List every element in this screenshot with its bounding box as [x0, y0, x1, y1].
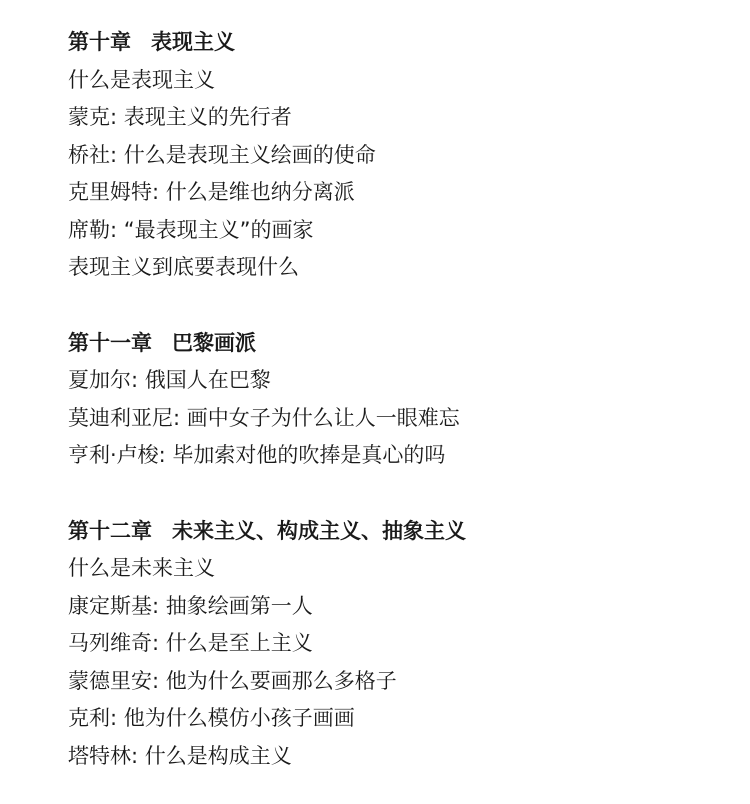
chapter-10	[68, 24, 730, 287]
chapter-heading	[68, 325, 730, 363]
section-item: 夏加尔: 俄国人在巴黎	[68, 368, 271, 392]
section-item: 席勒: “最表现主义”的画家	[68, 217, 314, 242]
chapter-number: 第十一章	[68, 330, 152, 355]
section-item: 什么是未来主义	[68, 556, 215, 580]
section-list	[68, 62, 730, 287]
section-list	[68, 362, 730, 475]
chapter-heading	[68, 513, 730, 551]
table-of-contents	[68, 24, 730, 775]
chapter-number: 第十章	[68, 30, 131, 54]
section-item: 亨利·卢梭: 毕加索对他的吹捧是真心的吗	[68, 443, 446, 467]
chapter-12	[68, 513, 730, 776]
section-item: 莫迪利亚尼: 画中女子为什么让人一眼难忘	[68, 405, 460, 430]
section-item: 克利: 他为什么模仿小孩子画画	[68, 706, 355, 730]
section-item: 马列维奇: 什么是至上主义	[68, 631, 313, 655]
chapter-title: 表现主义	[151, 30, 235, 54]
section-item: 蒙德里安: 他为什么要画那么多格子	[68, 668, 397, 693]
chapter-title: 巴黎画派	[172, 330, 256, 355]
section-item: 康定斯基: 抽象绘画第一人	[68, 593, 313, 618]
section-item: 桥社: 什么是表现主义绘画的使命	[68, 142, 376, 167]
chapter-11	[68, 325, 730, 475]
section-item: 蒙克: 表现主义的先行者	[68, 105, 292, 129]
section-item: 克里姆特: 什么是维也纳分离派	[68, 180, 355, 204]
chapter-title: 未来主义、构成主义、抽象主义	[172, 518, 466, 543]
chapter-heading	[68, 24, 730, 62]
section-item: 什么是表现主义	[68, 67, 215, 92]
section-list	[68, 550, 730, 775]
chapter-number: 第十二章	[68, 518, 152, 543]
section-item: 塔特林: 什么是构成主义	[68, 743, 292, 768]
section-item: 表现主义到底要表现什么	[68, 255, 299, 279]
